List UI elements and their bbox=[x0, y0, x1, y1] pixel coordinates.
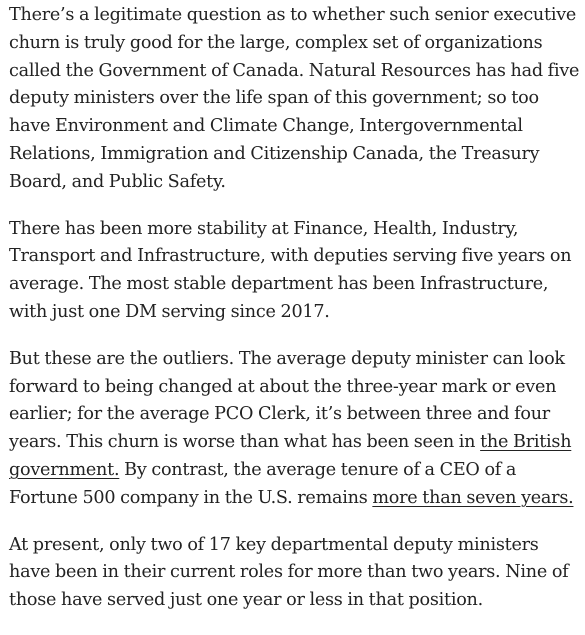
paragraph-senior-executive-churn: There’s a legitimate question as to whether such senior executive churn is truly good for the large, complex set of organizations called the Government of Canada. Natural Resources has had five deputy ministers over the life span of this government; so too have Environment and Climate Change, Intergovernmental Relations, Immigration and Citizenship Canada, the Treasury Board, and Public Safety. bbox=[9, 5, 580, 192]
paragraph-stability: There has been more stability at Finance, Health, Industry, Transport and Infrastructure, with deputies serving five years on average. The most stable department has been Infrastructure, with just one DM serving since 2017. bbox=[9, 218, 572, 322]
british-government-link[interactable]: the British government. bbox=[9, 432, 572, 480]
paragraph-at-present: At present, only two of 17 key departmental deputy ministers have been in their current roles for more than two years. Nine of those have served just one year or less in that position. bbox=[9, 534, 569, 611]
seven-years-link[interactable]: more than seven years. bbox=[372, 487, 574, 508]
paragraph-outliers bbox=[9, 346, 581, 513]
paragraph-outliers-text-2: By contrast, the average tenure of a CEO of a Fortune 500 company in the U.S. remains bbox=[9, 459, 517, 508]
paragraph-outliers-text-1: But these are the outliers. The average deputy minister can look forward to being changed at about the three-year mark or even earlier; for the average PCO Clerk, it’s between three and four years. This churn is worse than what has been seen in bbox=[9, 348, 565, 453]
